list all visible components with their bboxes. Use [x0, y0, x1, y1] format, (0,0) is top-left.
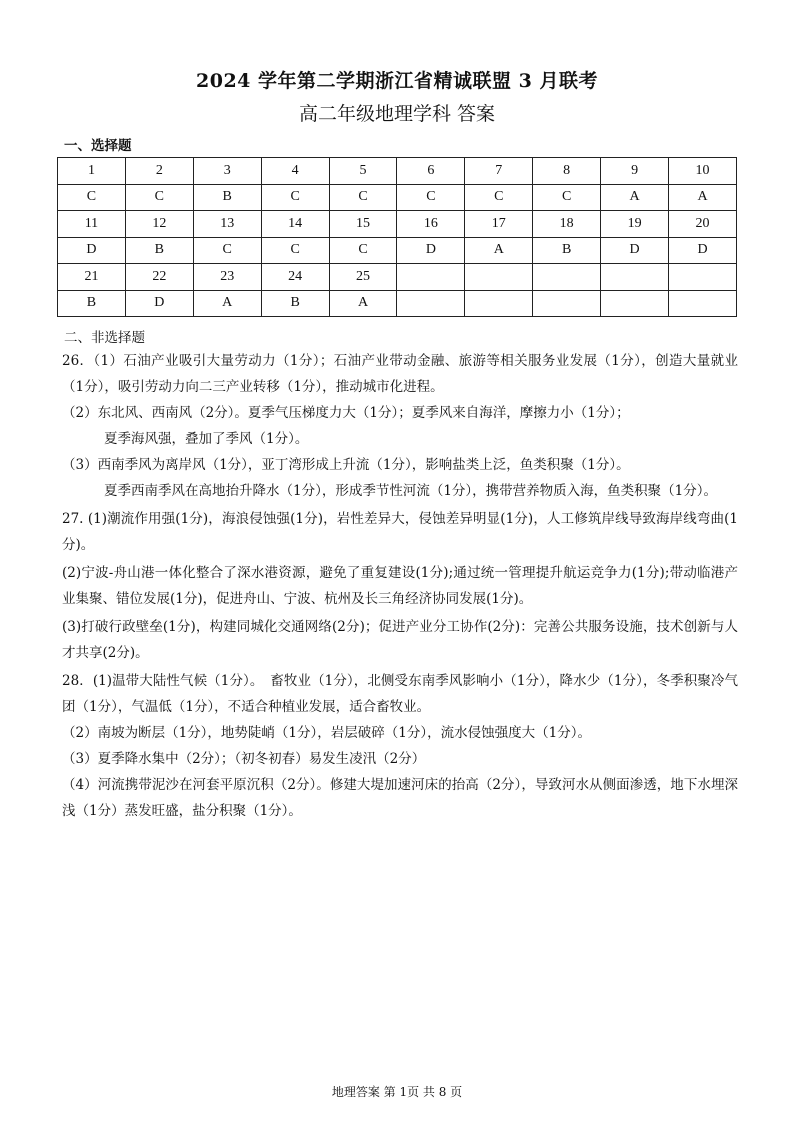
answer-paragraph-26-2-cont: 夏季海风强，叠加了季风（1分）。: [104, 431, 309, 447]
table-cell: 9: [601, 158, 669, 185]
answer-row: [58, 184, 737, 211]
table-cell: 7: [465, 158, 533, 185]
table-cell: D: [601, 237, 669, 264]
answer-paragraph-27-2: (2)宁波-舟山港一体化整合了深水港资源，避免了重复建设(1分);通过统一管理提升航运竞争力(1分);带动临港产业集聚、错位发展(1分)，促进舟山、宁波、杭州及长三角经济协同发展(1分)。: [62, 565, 738, 607]
table-cell: A: [669, 184, 737, 211]
table-cell: 14: [261, 211, 329, 238]
page-subtitle: 高二年级地理学科 答案: [298, 103, 496, 125]
answer-paragraph-28-3: （3）夏季降水集中（2分）；（初冬初春）易发生凌汛（2分）: [62, 751, 426, 767]
table-cell: [397, 264, 465, 291]
table-cell: 10: [669, 158, 737, 185]
answer-paragraph-27-1: 27. (1)潮流作用强(1分)，海浪侵蚀强(1分)，岩性差异大，侵蚀差异明显(1分)，人工修筑岸线导致海岸线弯曲(1分)。: [62, 511, 738, 553]
answer-paragraph-26-3-cont: 夏季西南季风在高地抬升降水（1分），形成季节性河流（1分），携带营养物质入海，鱼类积聚（1分）。: [104, 483, 718, 499]
table-cell: C: [329, 237, 397, 264]
table-cell: [397, 290, 465, 317]
table-cell: B: [193, 184, 261, 211]
table-cell: A: [193, 290, 261, 317]
table-cell: 25: [329, 264, 397, 291]
table-cell: 20: [669, 211, 737, 238]
table-cell: [601, 264, 669, 291]
table-cell: A: [465, 237, 533, 264]
table-cell: 17: [465, 211, 533, 238]
table-cell: 3: [193, 158, 261, 185]
answer-paragraph-26-1: 26．（1）石油产业吸引大量劳动力（1分）；石油产业带动金融、旅游等相关服务业发展（1分），创造大量就业（1分），吸引劳动力向二三产业转移（1分），推动城市化进程。: [62, 353, 738, 395]
page-title: 2024 学年第二学期浙江省精诚联盟 3 月联考: [196, 70, 598, 92]
table-cell: 11: [58, 211, 126, 238]
table-cell: 21: [58, 264, 126, 291]
table-cell: D: [58, 237, 126, 264]
table-cell: 8: [533, 158, 601, 185]
table-cell: C: [193, 237, 261, 264]
question-number-row: [58, 158, 737, 185]
answer-text: [62, 348, 738, 824]
answer-table: [57, 157, 737, 317]
answer-paragraph-28-2: （2）南坡为断层（1分），地势陡峭（1分），岩层破碎（1分），流水侵蚀强度大（1分）。: [62, 725, 591, 741]
table-cell: C: [261, 184, 329, 211]
table-cell: C: [125, 184, 193, 211]
answer-paragraph-28-1: 28．(1)温带大陆性气候（1分）。 畜牧业（1分），北侧受东南季风影响小（1分），降水少（1分），冬季积聚冷气团（1分），气温低（1分），不适合种植业发展，适合畜牧业。: [62, 673, 738, 715]
table-cell: C: [533, 184, 601, 211]
table-cell: C: [329, 184, 397, 211]
answer-paragraph-28-4: （4）河流携带泥沙在河套平原沉积（2分）。修建大堤加速河床的抬高（2分），导致河水从侧面渗透，地下水埋深浅（1分）蒸发旺盛，盐分积聚（1分）。: [62, 777, 738, 819]
table-cell: D: [669, 237, 737, 264]
answer-paragraph-26-2: （2）东北风、西南风（2分）。夏季气压梯度力大（1分）；夏季风来自海洋，摩擦力小（1分）；: [62, 405, 630, 421]
table-cell: 4: [261, 158, 329, 185]
table-cell: 16: [397, 211, 465, 238]
table-cell: [601, 290, 669, 317]
answer-row: [58, 237, 737, 264]
page-footer: 地理答案 第 1页 共 8 页: [331, 1085, 463, 1099]
table-cell: C: [261, 237, 329, 264]
table-cell: B: [58, 290, 126, 317]
table-cell: 22: [125, 264, 193, 291]
table-cell: 5: [329, 158, 397, 185]
table-cell: C: [465, 184, 533, 211]
table-cell: 23: [193, 264, 261, 291]
answer-paragraph-27-3: (3)打破行政壁垒(1分)，构建同城化交通网络(2分)；促进产业分工协作(2分)：完善公共服务设施，技术创新与人才共享(2分)。: [62, 619, 738, 661]
section-non-choice-label: 二、非选择题: [64, 330, 145, 346]
table-cell: B: [125, 237, 193, 264]
answer-row: [58, 290, 737, 317]
table-cell: C: [58, 184, 126, 211]
table-cell: [465, 264, 533, 291]
answer-paragraph-26-3: （3）西南季风为离岸风（1分），亚丁湾形成上升流（1分），影响盐类上泛，鱼类积聚（1分）。: [62, 457, 630, 473]
table-cell: 13: [193, 211, 261, 238]
table-cell: [533, 264, 601, 291]
table-cell: 19: [601, 211, 669, 238]
table-cell: [533, 290, 601, 317]
table-cell: B: [261, 290, 329, 317]
section-multiple-choice-label: 一、选择题: [64, 138, 132, 154]
question-number-row: [58, 264, 737, 291]
table-cell: 6: [397, 158, 465, 185]
table-cell: C: [397, 184, 465, 211]
table-cell: [465, 290, 533, 317]
table-cell: 12: [125, 211, 193, 238]
table-cell: 1: [58, 158, 126, 185]
table-cell: 24: [261, 264, 329, 291]
table-cell: 18: [533, 211, 601, 238]
table-cell: A: [329, 290, 397, 317]
table-cell: [669, 264, 737, 291]
question-number-row: [58, 211, 737, 238]
table-cell: D: [125, 290, 193, 317]
table-cell: B: [533, 237, 601, 264]
table-cell: D: [397, 237, 465, 264]
table-cell: 15: [329, 211, 397, 238]
table-cell: 2: [125, 158, 193, 185]
table-cell: A: [601, 184, 669, 211]
table-cell: [669, 290, 737, 317]
